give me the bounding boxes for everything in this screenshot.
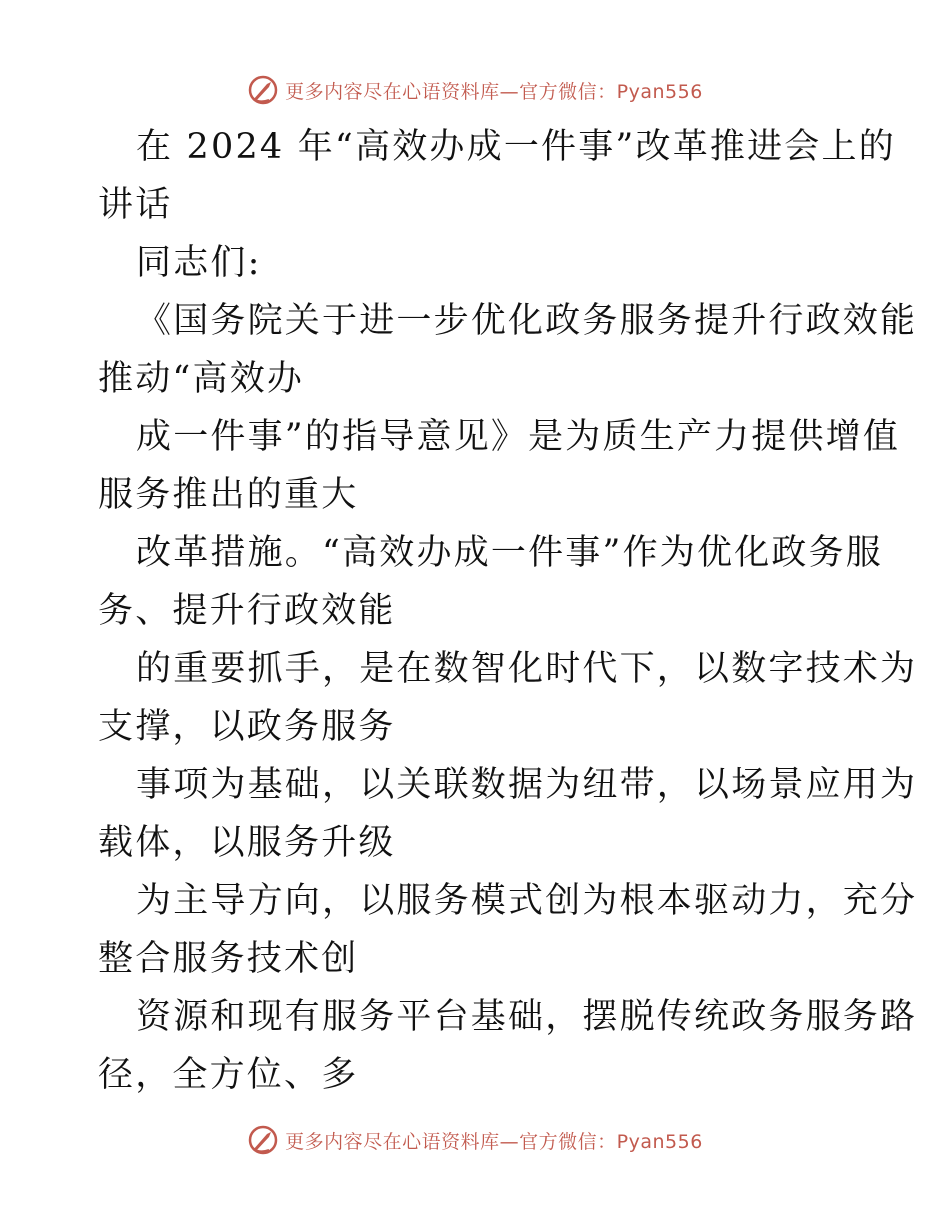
paragraph-line: 改革措施。“高效办成一件事”作为优化政务服	[136, 533, 883, 573]
title-line-1: 在 2024 年“高效办成一件事”改革推进会上的	[136, 127, 896, 167]
quill-pen-logo-icon	[247, 1124, 279, 1156]
paragraph-line: 整合服务技术创	[98, 939, 359, 979]
document-body	[98, 118, 918, 1104]
paragraph-line: 务、提升行政效能	[98, 591, 396, 631]
footer-watermark-text: 更多内容尽在心语资料库—官方微信：Pyan556	[285, 1130, 703, 1153]
paragraph-line: 《国务院关于进一步优化政务服务提升行政效能	[136, 301, 918, 341]
paragraph-line: 载体，以服务升级	[98, 823, 396, 863]
salutation: 同志们:	[136, 243, 262, 283]
footer-watermark-banner	[0, 1120, 950, 1160]
paragraph-line: 服务推出的重大	[98, 475, 359, 515]
header-watermark-text: 更多内容尽在心语资料库—官方微信：Pyan556	[285, 80, 703, 103]
title-line-2: 讲话	[98, 185, 173, 225]
paragraph-line: 资源和现有服务平台基础，摆脱传统政务服务路	[136, 997, 918, 1037]
header-watermark-banner	[0, 70, 950, 110]
paragraph-line: 推动“高效办	[98, 359, 305, 399]
paragraph-line: 的重要抓手，是在数智化时代下，以数字技术为	[136, 649, 918, 689]
quill-pen-logo-icon	[247, 74, 279, 106]
paragraph-line: 成一件事”的指导意见》是为质生产力提供增值	[136, 417, 901, 457]
paragraph-line: 径，全方位、多	[98, 1055, 359, 1095]
paragraph-line: 为主导方向，以服务模式创为根本驱动力，充分	[136, 881, 918, 921]
paragraph-line: 支撑，以政务服务	[98, 707, 396, 747]
paragraph-line: 事项为基础，以关联数据为纽带，以场景应用为	[136, 765, 918, 805]
